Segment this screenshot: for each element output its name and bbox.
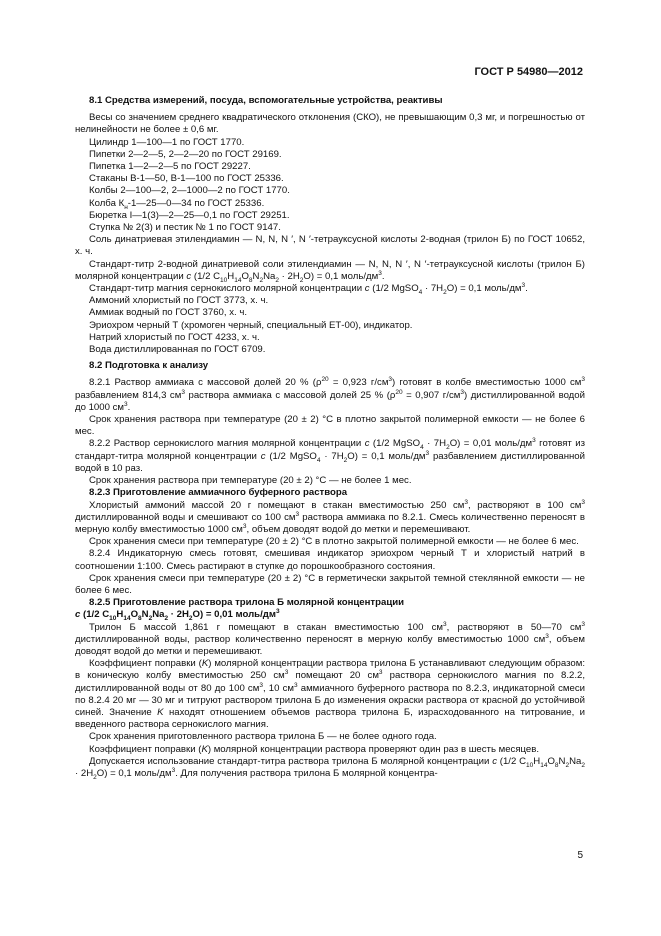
list-item: Бюретка I—1(3)—2—25—0,1 по ГОСТ 29251. <box>89 209 290 221</box>
subscript: 8 <box>138 615 142 623</box>
formula-part: · <box>423 438 434 450</box>
subscript: 2 <box>299 276 304 284</box>
paragraph: Стандарт-титр 2-водной динатриевой соли этилендиамин — N, N, N ′, N ′-тетрауксусной кислоты (трилон Б) молярной концентрации c (1/2 $C_{10}H_{14}O_8N_2Na_2 \cdot 2H_2O) = 0,1$ моль/$дм^3$. <box>75 258 585 284</box>
text: , растворяют в 50—70 см <box>446 621 582 633</box>
superscript: 3 <box>378 269 382 277</box>
superscript: 3 <box>295 510 300 518</box>
list-item: Эриохром черный Т (хромоген черный, специальный ЕТ-00), индикатор. <box>89 319 413 331</box>
text: находят отношением объемов раствора трилона Б, израсходованного на титрование, и введенного раствора сернокислого магния. <box>75 706 585 731</box>
list-item: Ступка № 2(3) и пестик № 1 по ГОСТ 9147. <box>89 222 281 234</box>
text: Стандарт-титр 2-водной динатриевой соли этилендиамин — N, N, N ′, N ′-тетрауксусной кислоты (трилон Б) молярной концентрации <box>75 258 585 282</box>
text: = 0,01 моль/дм <box>203 609 276 621</box>
formula-part: (1/2 <box>372 438 393 450</box>
formula-part: H <box>116 609 124 621</box>
formula-part: 7 <box>331 450 337 462</box>
paragraph <box>75 658 585 731</box>
text: = 0,1 моль/дм <box>314 270 379 282</box>
subscript: 14 <box>123 615 131 623</box>
formula-part: H <box>181 609 189 621</box>
text: Хлористый аммоний массой 20 г помещают в стакан вместимостью 250 см <box>89 499 465 511</box>
subsection-8-2-5-formula <box>75 609 585 621</box>
subscript: 2 <box>565 761 570 769</box>
list-item: Вода дистиллированная по ГОСТ 6709. <box>89 344 266 356</box>
formula-part: · <box>320 450 332 462</box>
list-item: Аммиак водный по ГОСТ 3760, х. ч. <box>89 307 247 319</box>
text: ) дистиллированной водой до 1000 см <box>75 389 585 413</box>
formula-part: H <box>436 283 444 295</box>
paragraph: Срок хранения смеси при температуре (20 ± 2) °С в герметически закрытой темной стеклянной емкости — не более 6 мес. <box>75 572 585 596</box>
text: Стандарт-титр магния сернокислого молярной концентрации <box>89 283 365 295</box>
formula-var: K <box>201 658 209 670</box>
document-id: ГОСТ Р 54980—2012 <box>474 66 583 78</box>
text: дистиллированной воды, раствор количественно переносят в мерную колбу вместимостью 1000 см <box>75 633 546 645</box>
formula-var: c <box>364 438 370 450</box>
text: готовят из стандарт-титра молярной концентрации <box>75 438 585 462</box>
formula-part: 7 <box>430 283 437 295</box>
formula-part: · <box>422 283 431 295</box>
subscript: 2 <box>164 615 169 623</box>
superscript: 3 <box>581 498 585 506</box>
subscript: 8 <box>248 276 253 284</box>
subsection-8-2-3-title: 8.2.3 Приготовление аммиачного буферного раствора <box>89 487 348 499</box>
formula-part: C <box>519 755 527 767</box>
list-item: Аммоний хлористый по ГОСТ 3773, х. ч. <box>89 295 269 307</box>
superscript: 3 <box>521 281 526 289</box>
paragraph <box>75 756 585 780</box>
formula-part: (1/2 <box>269 450 290 462</box>
formula-part: H <box>439 438 447 450</box>
formula-part: 2 <box>80 767 87 779</box>
formula-part: N <box>252 270 260 282</box>
subscript: 2 <box>446 444 450 452</box>
formula-part: H <box>533 755 541 767</box>
text: 8.2.2 Раствор сернокислого магния молярной концентрации <box>89 438 365 450</box>
text: = 0,01 моль/дм <box>460 438 533 450</box>
superscript: 3 <box>293 681 298 689</box>
superscript: 3 <box>124 400 128 408</box>
text: , растворяют в 100 см <box>467 499 582 511</box>
formula-part: Na <box>152 609 165 621</box>
subscript: 2 <box>148 615 153 623</box>
text: = 0,1 моль/дм <box>457 283 522 295</box>
subscript: 2 <box>443 288 447 296</box>
formula-part: O) <box>446 283 458 295</box>
text: помещают 20 см <box>288 670 379 682</box>
paragraph <box>75 744 585 756</box>
formula-part: · <box>278 270 288 282</box>
paragraph: Срок хранения смеси при температуре (20 ± 2) °С в плотно закрытой полимерной емкости — не более 6 мес. <box>89 536 579 548</box>
paragraph: 8.2.4 Индикаторную смесь готовят, смешивая индикатор эриохром черный Т и хлористый натрий в соотношении 1:100. Смесь растирают в ступке до порошкообразного состояния. <box>75 548 585 572</box>
text: , 10 см <box>262 682 294 694</box>
formula-part: 2 <box>176 609 182 621</box>
list-item: Колбы 2—100—2, 2—1000—2 по ГОСТ 1770. <box>89 185 290 197</box>
superscript: 20 <box>395 388 403 396</box>
text: = 0,1 моль/дм <box>357 450 426 462</box>
formula-var: K <box>157 706 164 718</box>
list-item: Натрий хлористый по ГОСТ 4233, х. ч. <box>89 331 260 343</box>
subscript: 2 <box>275 276 279 284</box>
formula-part: O <box>130 609 139 621</box>
text: , объем доводят водой до метки и перемешивают. <box>246 523 471 535</box>
subscript: 10 <box>526 761 534 769</box>
formula-part: (1/2 <box>83 609 103 621</box>
formula-part: N <box>558 755 566 767</box>
subsection-8-2-5-title: 8.2.5 Приготовление раствора трилона Б молярной концентрации <box>89 597 405 609</box>
superscript: 20 <box>321 376 329 384</box>
formula-part: H <box>292 270 300 282</box>
section-8-1-title: 8.1 Средства измерений, посуда, вспомогательные устройства, реактивы <box>89 95 443 106</box>
paragraph: Стандарт-титр магния сернокислого молярной концентрации c (1/2 MgSO$_4$ · $7H_2O) = 0,1$ моль/$дм^3$. <box>89 281 528 296</box>
section-8-2-title: 8.2 Подготовка к анализу <box>89 360 209 372</box>
subscript: 10 <box>109 615 117 623</box>
text: Колба К <box>89 197 125 209</box>
text: раствора аммиака с массовой долей 25 % (ρ <box>184 389 396 401</box>
text: ) молярной концентрации раствора проверяют один раз в шесть месяцев. <box>207 743 540 755</box>
superscript: 3 <box>464 498 468 506</box>
superscript: 3 <box>443 620 447 628</box>
formula-part: Na <box>569 755 582 767</box>
subscript: 8 <box>554 761 559 769</box>
list-item: Соль динатриевая этилендиамин — N, N, N ′, N ′-тетрауксусной кислоты 2-водная (трилон Б) по ГОСТ 10652, х. ч. <box>75 234 585 258</box>
text: Допускается использование стандарт-титра раствора трилона Б молярной концентрации <box>89 755 493 767</box>
superscript: 3 <box>545 632 549 640</box>
text: Трилон Б массой 1,861 г помещают в стакан вместимостью 100 см <box>89 621 443 633</box>
text: . Для получения раствора трилона Б молярной концентра- <box>175 767 438 779</box>
text: ) молярной концентрации раствора трилона Б устанавливают следующим образом: в коническую колбу вместимостью 250 см <box>75 658 585 682</box>
text: = 0,923 г/см <box>328 377 389 389</box>
text: аммиачного буферного раствора по 8.2.3, индикаторной смеси по 8.2.4 20 мг — 30 мг и титруют раствором трилона Б до изменения окраски раствора от красной до устойчивой синей. Значение <box>75 682 586 718</box>
list-item: Пипетка 1—2—2—5 по ГОСТ 29227. <box>89 161 251 173</box>
text: разбавлением 814,3 см <box>75 389 182 401</box>
subscript: 4 <box>316 456 321 464</box>
text: = 0,1 моль/дм <box>107 767 172 779</box>
paragraph <box>75 500 585 537</box>
text: дистиллированной воды и смешивают со 100 см <box>75 511 296 523</box>
subscript: 14 <box>234 276 242 284</box>
subscript: 4 <box>418 288 423 296</box>
formula-part: (1/2 <box>372 283 392 295</box>
formula-part: H <box>227 270 235 282</box>
paragraph: Срок хранения приготовленного раствора трилона Б — не более одного года. <box>89 731 437 743</box>
formula-var: c <box>260 450 266 462</box>
text: -1—25—0—34 по ГОСТ 25336. <box>127 197 265 209</box>
formula-part: 2 <box>287 270 293 282</box>
formula-var: c <box>364 283 370 295</box>
subscript: 2 <box>93 773 97 781</box>
formula-part: MgSO <box>289 450 317 462</box>
list-item: Стаканы В-1—50, В-1—100 по ГОСТ 25336. <box>89 173 284 185</box>
text: раствора сернокислого магния по 8.2.2, дистиллированной воды от 80 до 100 см <box>75 670 585 694</box>
text: Коэффициент поправки ( <box>89 743 202 755</box>
formula-var: c <box>186 270 192 282</box>
subscript: 2 <box>259 276 264 284</box>
formula-part: O <box>241 270 249 282</box>
superscript: 3 <box>581 376 585 384</box>
paragraph <box>75 622 585 659</box>
paragraph: Срок хранения раствора при температуре (20 ± 2) °С в плотно закрытой полимерной емкости — не более 6 мес. <box>75 414 585 438</box>
superscript: 3 <box>284 669 289 677</box>
text: ) готовят в колбе вместимостью 1000 см <box>392 377 582 389</box>
text: (1/2 <box>193 270 214 282</box>
text: Коэффициент поправки ( <box>89 658 202 670</box>
formula-part: · <box>75 767 81 779</box>
formula-part: O) <box>303 270 315 282</box>
formula-part: O) <box>96 767 108 779</box>
paragraph: Срок хранения раствора при температуре (20 ± 2) °С — не более 1 мес. <box>89 475 412 487</box>
formula-part: · <box>168 609 177 621</box>
formula-var: c <box>492 755 497 767</box>
superscript: 3 <box>532 437 536 445</box>
superscript: 3 <box>388 376 393 384</box>
superscript: 3 <box>581 620 586 628</box>
formula-part: H <box>86 767 94 779</box>
formula-var: c <box>75 609 81 621</box>
subscript: 2 <box>581 761 585 769</box>
formula-part: O) <box>449 438 461 450</box>
superscript: 3 <box>460 388 464 396</box>
formula-part: (1/2 <box>499 755 520 767</box>
superscript: 3 <box>259 681 263 689</box>
superscript: 3 <box>242 522 247 530</box>
text: разбавлением дистиллированной водой в 10 раз. <box>75 450 586 474</box>
superscript: 3 <box>171 766 176 774</box>
subscript: 10 <box>220 276 228 284</box>
page-number: 5 <box>577 850 583 861</box>
text: 8.2.1 Раствор аммиака с массовой долей 20 % (ρ <box>89 377 322 389</box>
subscript: 2 <box>343 456 348 464</box>
formula-part: 7 <box>433 438 440 450</box>
superscript: 3 <box>275 608 280 616</box>
document-body <box>75 95 585 780</box>
formula-part: C <box>213 270 221 282</box>
text: раствора аммиака по 8.2.1. Смесь количественно переносят в мерную колбу вместимостью 1000 см <box>75 511 585 535</box>
text: = 0,907 г/см <box>402 389 461 401</box>
formula-var: K <box>201 743 208 755</box>
subscript: 4 <box>420 444 424 452</box>
subscript: 14 <box>540 761 548 769</box>
subscript: н <box>124 203 128 211</box>
formula-part: C <box>102 609 110 621</box>
formula-part: O) <box>347 450 358 462</box>
text: , объем доводят водой до метки и перемешивают. <box>75 633 585 657</box>
list-item: Цилиндр 1—100—1 по ГОСТ 1770. <box>89 136 245 148</box>
list-item <box>75 198 585 210</box>
formula-part: N <box>141 609 149 621</box>
formula-part: H <box>336 450 344 462</box>
formula-part: MgSO <box>391 283 419 295</box>
list-item: Пипетки 2—2—5, 2—2—20 по ГОСТ 29169. <box>89 148 282 160</box>
formula-part: MgSO <box>392 438 421 450</box>
paragraph: 8.2.1 Раствор аммиака с массовой долей 20 % ($\rho^{20} = 0,923$ $г/см^3$) готовят в колбе вместимостью 1000 $см^3$ разбавлением 814,3 $см^3$ раствора аммиака с массовой долей 25 % ($\rho^{20} = 0,907$ $г/см^3$) дистиллированной водой до 1000 $см^3$. <box>75 376 585 413</box>
subscript: 2 <box>188 615 193 623</box>
superscript: 3 <box>378 669 383 677</box>
formula-part: O <box>547 755 555 767</box>
paragraph: Весы со значением среднего квадратического отклонения (СКО), не превышающим 0,3 мг, и погрешностью от нелинейности не более ± 0,6 мг. <box>75 112 585 136</box>
formula-part: O) <box>192 609 204 621</box>
paragraph <box>75 438 585 475</box>
superscript: 3 <box>425 449 430 457</box>
formula-part: Na <box>263 270 276 282</box>
superscript: 3 <box>181 388 185 396</box>
